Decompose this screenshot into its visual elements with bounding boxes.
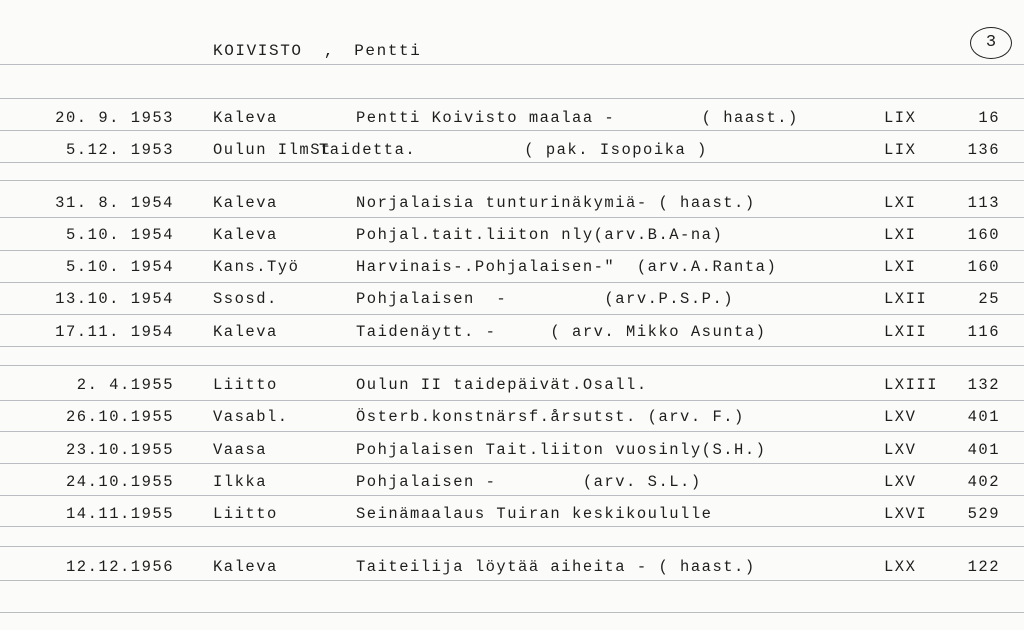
ruled-line — [0, 365, 1024, 366]
entry-paper: Oulun IlmSt — [213, 141, 332, 159]
entry-page: 122 — [967, 558, 1000, 576]
entry-row — [0, 470, 1024, 494]
entry-row — [0, 502, 1024, 526]
entry-date: 5.12. 1953 — [65, 141, 174, 159]
ruled-line — [0, 314, 1024, 315]
entry-title: Seinämaalaus Tuiran keskikoululle — [356, 505, 713, 523]
entry-title: Österb.konstnärsf.årsutst. (arv. F.) — [356, 408, 745, 426]
entry-paper: Kaleva — [213, 194, 278, 212]
entry-row — [0, 438, 1024, 462]
entry-title: Pentti Koivisto maalaa - ( haast.) — [356, 109, 799, 127]
ruled-line — [0, 546, 1024, 547]
entry-paper: Ilkka — [213, 473, 268, 491]
entry-title: Taidetta. ( pak. Isopoika ) — [319, 141, 708, 159]
ruled-line — [0, 250, 1024, 251]
entry-date: 17.11. 1954 — [55, 323, 174, 341]
entry-volume: LXI — [884, 194, 917, 212]
entry-paper: Liitto — [213, 376, 278, 394]
card-header — [213, 42, 421, 60]
entry-title: Taidenäytt. - ( arv. Mikko Asunta) — [356, 323, 767, 341]
entry-volume: LXX — [884, 558, 917, 576]
entry-paper: Kaleva — [213, 109, 278, 127]
ruled-line — [0, 180, 1024, 181]
ruled-line — [0, 431, 1024, 432]
entry-paper: Liitto — [213, 505, 278, 523]
entry-paper: Vasabl. — [213, 408, 289, 426]
ruled-line — [0, 400, 1024, 401]
ruled-line — [0, 64, 1024, 65]
entry-page: 132 — [967, 376, 1000, 394]
ruled-line — [0, 162, 1024, 163]
entry-title: Pohjalaisen Tait.liiton vuosinly(S.H.) — [356, 441, 767, 459]
entry-row — [0, 106, 1024, 130]
entry-date: 24.10.1955 — [65, 473, 174, 491]
entry-paper: Kans.Työ — [213, 258, 300, 276]
entry-row — [0, 320, 1024, 344]
ruled-line — [0, 612, 1024, 613]
entry-paper: Vaasa — [213, 441, 268, 459]
entry-title: Pohjal.tait.liiton nly(arv.B.A-na) — [356, 226, 724, 244]
entry-date: 13.10. 1954 — [55, 290, 174, 308]
entry-volume: LXI — [884, 258, 917, 276]
entry-row — [0, 255, 1024, 279]
entry-volume: LXV — [884, 473, 917, 491]
entry-row — [0, 287, 1024, 311]
firstname: Pentti — [354, 42, 422, 60]
ruled-line — [0, 346, 1024, 347]
ruled-line — [0, 217, 1024, 218]
entry-volume: LIX — [884, 141, 917, 159]
entry-row — [0, 555, 1024, 579]
entry-paper: Kaleva — [213, 323, 278, 341]
ruled-line — [0, 580, 1024, 581]
entry-volume: LXI — [884, 226, 917, 244]
entry-date: 26.10.1955 — [65, 408, 174, 426]
entry-paper: Ssosd. — [213, 290, 278, 308]
entry-row — [0, 405, 1024, 429]
entry-volume: LXV — [884, 408, 917, 426]
entry-page: 160 — [967, 258, 1000, 276]
entry-page: 113 — [967, 194, 1000, 212]
entry-page: 25 — [978, 290, 1000, 308]
ruled-line — [0, 463, 1024, 464]
entry-page: 402 — [967, 473, 1000, 491]
surname: KOIVISTO — [213, 42, 303, 60]
name-separator: , — [323, 42, 336, 60]
entry-row — [0, 138, 1024, 162]
entry-paper: Kaleva — [213, 558, 278, 576]
entry-page: 160 — [967, 226, 1000, 244]
entry-title: Taiteilija löytää aiheita - ( haast.) — [356, 558, 756, 576]
entry-date: 5.10. 1954 — [65, 226, 174, 244]
ruled-line — [0, 130, 1024, 131]
entry-title: Harvinais-.Pohjalaisen-" (arv.A.Ranta) — [356, 258, 778, 276]
ruled-line — [0, 495, 1024, 496]
entry-date: 23.10.1955 — [65, 441, 174, 459]
entry-volume: LXIII — [884, 376, 939, 394]
entry-date: 20. 9. 1953 — [55, 109, 174, 127]
entry-date: 31. 8. 1954 — [55, 194, 174, 212]
entry-page: 401 — [967, 441, 1000, 459]
entry-volume: LXII — [884, 323, 928, 341]
ruled-line — [0, 98, 1024, 99]
entry-page: 401 — [967, 408, 1000, 426]
entry-volume: LXII — [884, 290, 928, 308]
entry-title: Pohjalaisen - (arv.P.S.P.) — [356, 290, 735, 308]
entry-title: Pohjalaisen - (arv. S.L.) — [356, 473, 702, 491]
entry-volume: LXV — [884, 441, 917, 459]
entry-page: 16 — [978, 109, 1000, 127]
entry-page: 116 — [967, 323, 1000, 341]
entry-row — [0, 191, 1024, 215]
entry-paper: Kaleva — [213, 226, 278, 244]
entry-title: Norjalaisia tunturinäkymiä- ( haast.) — [356, 194, 756, 212]
entry-page: 136 — [967, 141, 1000, 159]
entry-row — [0, 373, 1024, 397]
entry-row — [0, 223, 1024, 247]
entry-page: 529 — [967, 505, 1000, 523]
ruled-line — [0, 282, 1024, 283]
entry-title: Oulun II taidepäivät.Osall. — [356, 376, 648, 394]
entry-date: 2. 4.1955 — [76, 376, 174, 394]
entry-date: 14.11.1955 — [65, 505, 174, 523]
entry-date: 5.10. 1954 — [65, 258, 174, 276]
ruled-line — [0, 526, 1024, 527]
entry-volume: LIX — [884, 109, 917, 127]
entry-volume: LXVI — [884, 505, 928, 523]
page-number: 3 — [970, 27, 1012, 59]
entry-date: 12.12.1956 — [65, 558, 174, 576]
